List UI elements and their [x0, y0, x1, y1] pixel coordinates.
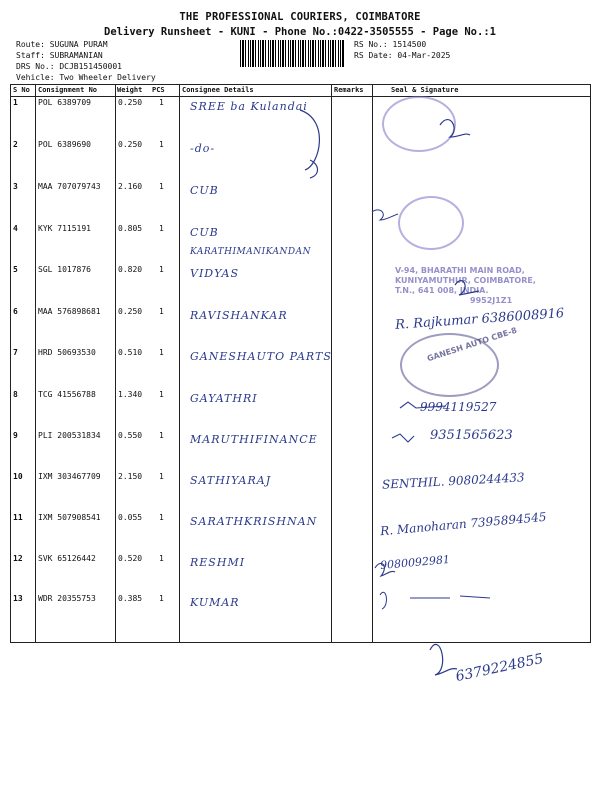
row-consignment-no: PLI 200531834 — [38, 431, 101, 440]
row-pcs: 1 — [159, 513, 164, 522]
handwritten-bottom-phone: 6379224855 — [454, 650, 545, 686]
row-sno: 8 — [13, 390, 18, 399]
row-weight: 0.510 — [118, 348, 143, 357]
address-stamp-line-1: V-94, BHARATHI MAIN ROAD, — [395, 266, 525, 275]
staff: Staff: SUBRAMANIAN — [16, 51, 103, 60]
row-sno: 12 — [13, 554, 23, 563]
row-weight: 0.820 — [118, 265, 143, 274]
route: Route: SUGUNA PURAM — [16, 40, 108, 49]
row-pcs: 1 — [159, 98, 164, 107]
row-pcs: 1 — [159, 390, 164, 399]
row-signature-handwritten: 9080092981 — [379, 552, 451, 573]
row-pcs: 1 — [159, 265, 164, 274]
row-pcs: 1 — [159, 307, 164, 316]
company-title: THE PROFESSIONAL COURIERS, COIMBATORE — [179, 11, 421, 23]
col-header-remarks: Remarks — [334, 86, 364, 94]
row-consignment-no: SVK 65126442 — [38, 554, 96, 563]
row-weight: 0.250 — [118, 307, 143, 316]
row-sno: 11 — [13, 513, 23, 522]
row-pcs: 1 — [159, 224, 164, 233]
col-header-signature: Seal & Signature — [391, 86, 459, 94]
row-signature-handwritten: 9994119527 — [420, 400, 497, 414]
row-weight: 0.250 — [118, 140, 143, 149]
col-header-weight: Weight — [117, 86, 143, 94]
address-stamp-line-2: KUNIYAMUTHUR, COIMBATORE, — [395, 276, 536, 285]
row-weight: 2.160 — [118, 182, 143, 191]
col-header-consignment: Consignment No — [38, 86, 98, 94]
row-weight: 0.385 — [118, 594, 143, 603]
row-pcs: 1 — [159, 594, 164, 603]
row-consignment-no: IXM 507908541 — [38, 513, 101, 522]
round-stamp-text: GANESH AUTO CBE-8 — [425, 325, 519, 364]
row-weight: 0.520 — [118, 554, 143, 563]
row-pcs: 1 — [159, 348, 164, 357]
row-consignment-no: WDR 20355753 — [38, 594, 96, 603]
row-consignment-no: HRD 50693530 — [38, 348, 96, 357]
row-signature-handwritten: 9351565623 — [430, 428, 513, 443]
address-stamp-line-3: T.N., 641 008, INDIA. — [395, 286, 489, 295]
row-signature-handwritten: R. Rajkumar 6386008916 — [394, 306, 565, 333]
row-sno: 4 — [13, 224, 18, 233]
row-sno: 1 — [13, 98, 18, 107]
row-consignee-handwritten: -do- — [190, 142, 216, 155]
row-signature-handwritten: R. Manoharan 7395894545 — [379, 509, 548, 539]
row-consignment-no: POL 6389690 — [38, 140, 91, 149]
row-consignee-handwritten: CUB — [190, 184, 219, 197]
row-weight: 0.550 — [118, 431, 143, 440]
row-pcs: 1 — [159, 431, 164, 440]
row-consignee-handwritten: RAVISHANKAR — [190, 309, 288, 322]
row-sno: 5 — [13, 265, 18, 274]
address-stamp-line-4: 9952J1Z1 — [470, 296, 513, 305]
row-weight: 1.340 — [118, 390, 143, 399]
row-sno: 13 — [13, 594, 23, 603]
row-consignee-handwritten: SATHIYARAJ — [190, 474, 272, 487]
row-sno: 6 — [13, 307, 18, 316]
row-consignee-handwritten: MARUTHIFINANCE — [190, 433, 318, 446]
col-header-pcs: PCS — [152, 86, 165, 94]
row-weight: 0.055 — [118, 513, 143, 522]
row-consignee-handwritten: SARATHKRISHNAN — [190, 515, 318, 528]
row-consignment-no: MAA 576898681 — [38, 307, 101, 316]
row-consignment-no: TCG 41556788 — [38, 390, 96, 399]
row-signature-handwritten: SENTHIL. 9080244433 — [381, 470, 525, 492]
row-consignee-handwritten: GAYATHRI — [190, 392, 258, 405]
handwritten-extra-name: KARATHIMANIKANDAN — [190, 247, 312, 257]
row-consignee-handwritten: KUMAR — [190, 596, 240, 609]
col-header-consignee: Consignee Details — [182, 86, 254, 94]
row-consignee-handwritten: GANESHAUTO PARTS — [190, 350, 332, 363]
row-consignee-handwritten: VIDYAS — [190, 267, 239, 280]
rs-number: RS No.: 1514500 — [354, 40, 427, 49]
row-sno: 2 — [13, 140, 18, 149]
row-weight: 0.250 — [118, 98, 143, 107]
row-sno: 3 — [13, 182, 18, 191]
row-sno: 10 — [13, 472, 23, 481]
row-sno: 9 — [13, 431, 18, 440]
row-pcs: 1 — [159, 140, 164, 149]
row-consignment-no: SGL 1017876 — [38, 265, 91, 274]
row-consignment-no: KYK 7115191 — [38, 224, 91, 233]
runsheet-title: Delivery Runsheet - KUNI - Phone No.:0422-3505555 - Page No.:1 — [104, 26, 496, 38]
row-consignment-no: POL 6389709 — [38, 98, 91, 107]
col-header-sno: S No — [13, 86, 30, 94]
row-sno: 7 — [13, 348, 18, 357]
row-pcs: 1 — [159, 472, 164, 481]
row-weight: 0.805 — [118, 224, 143, 233]
row-consignee-handwritten: SREE ba Kulandai — [190, 100, 308, 113]
row-pcs: 1 — [159, 182, 164, 191]
drs-number: DRS No.: DCJB151450001 — [16, 62, 122, 71]
row-pcs: 1 — [159, 554, 164, 563]
row-consignee-handwritten: RESHMI — [190, 556, 246, 569]
vehicle: Vehicle: Two Wheeler Delivery — [16, 73, 156, 82]
row-weight: 2.150 — [118, 472, 143, 481]
row-consignee-handwritten: CUB — [190, 226, 219, 239]
rs-date: RS Date: 04-Mar-2025 — [354, 51, 451, 60]
row-consignment-no: MAA 707079743 — [38, 182, 101, 191]
row-consignment-no: IXM 303467709 — [38, 472, 101, 481]
